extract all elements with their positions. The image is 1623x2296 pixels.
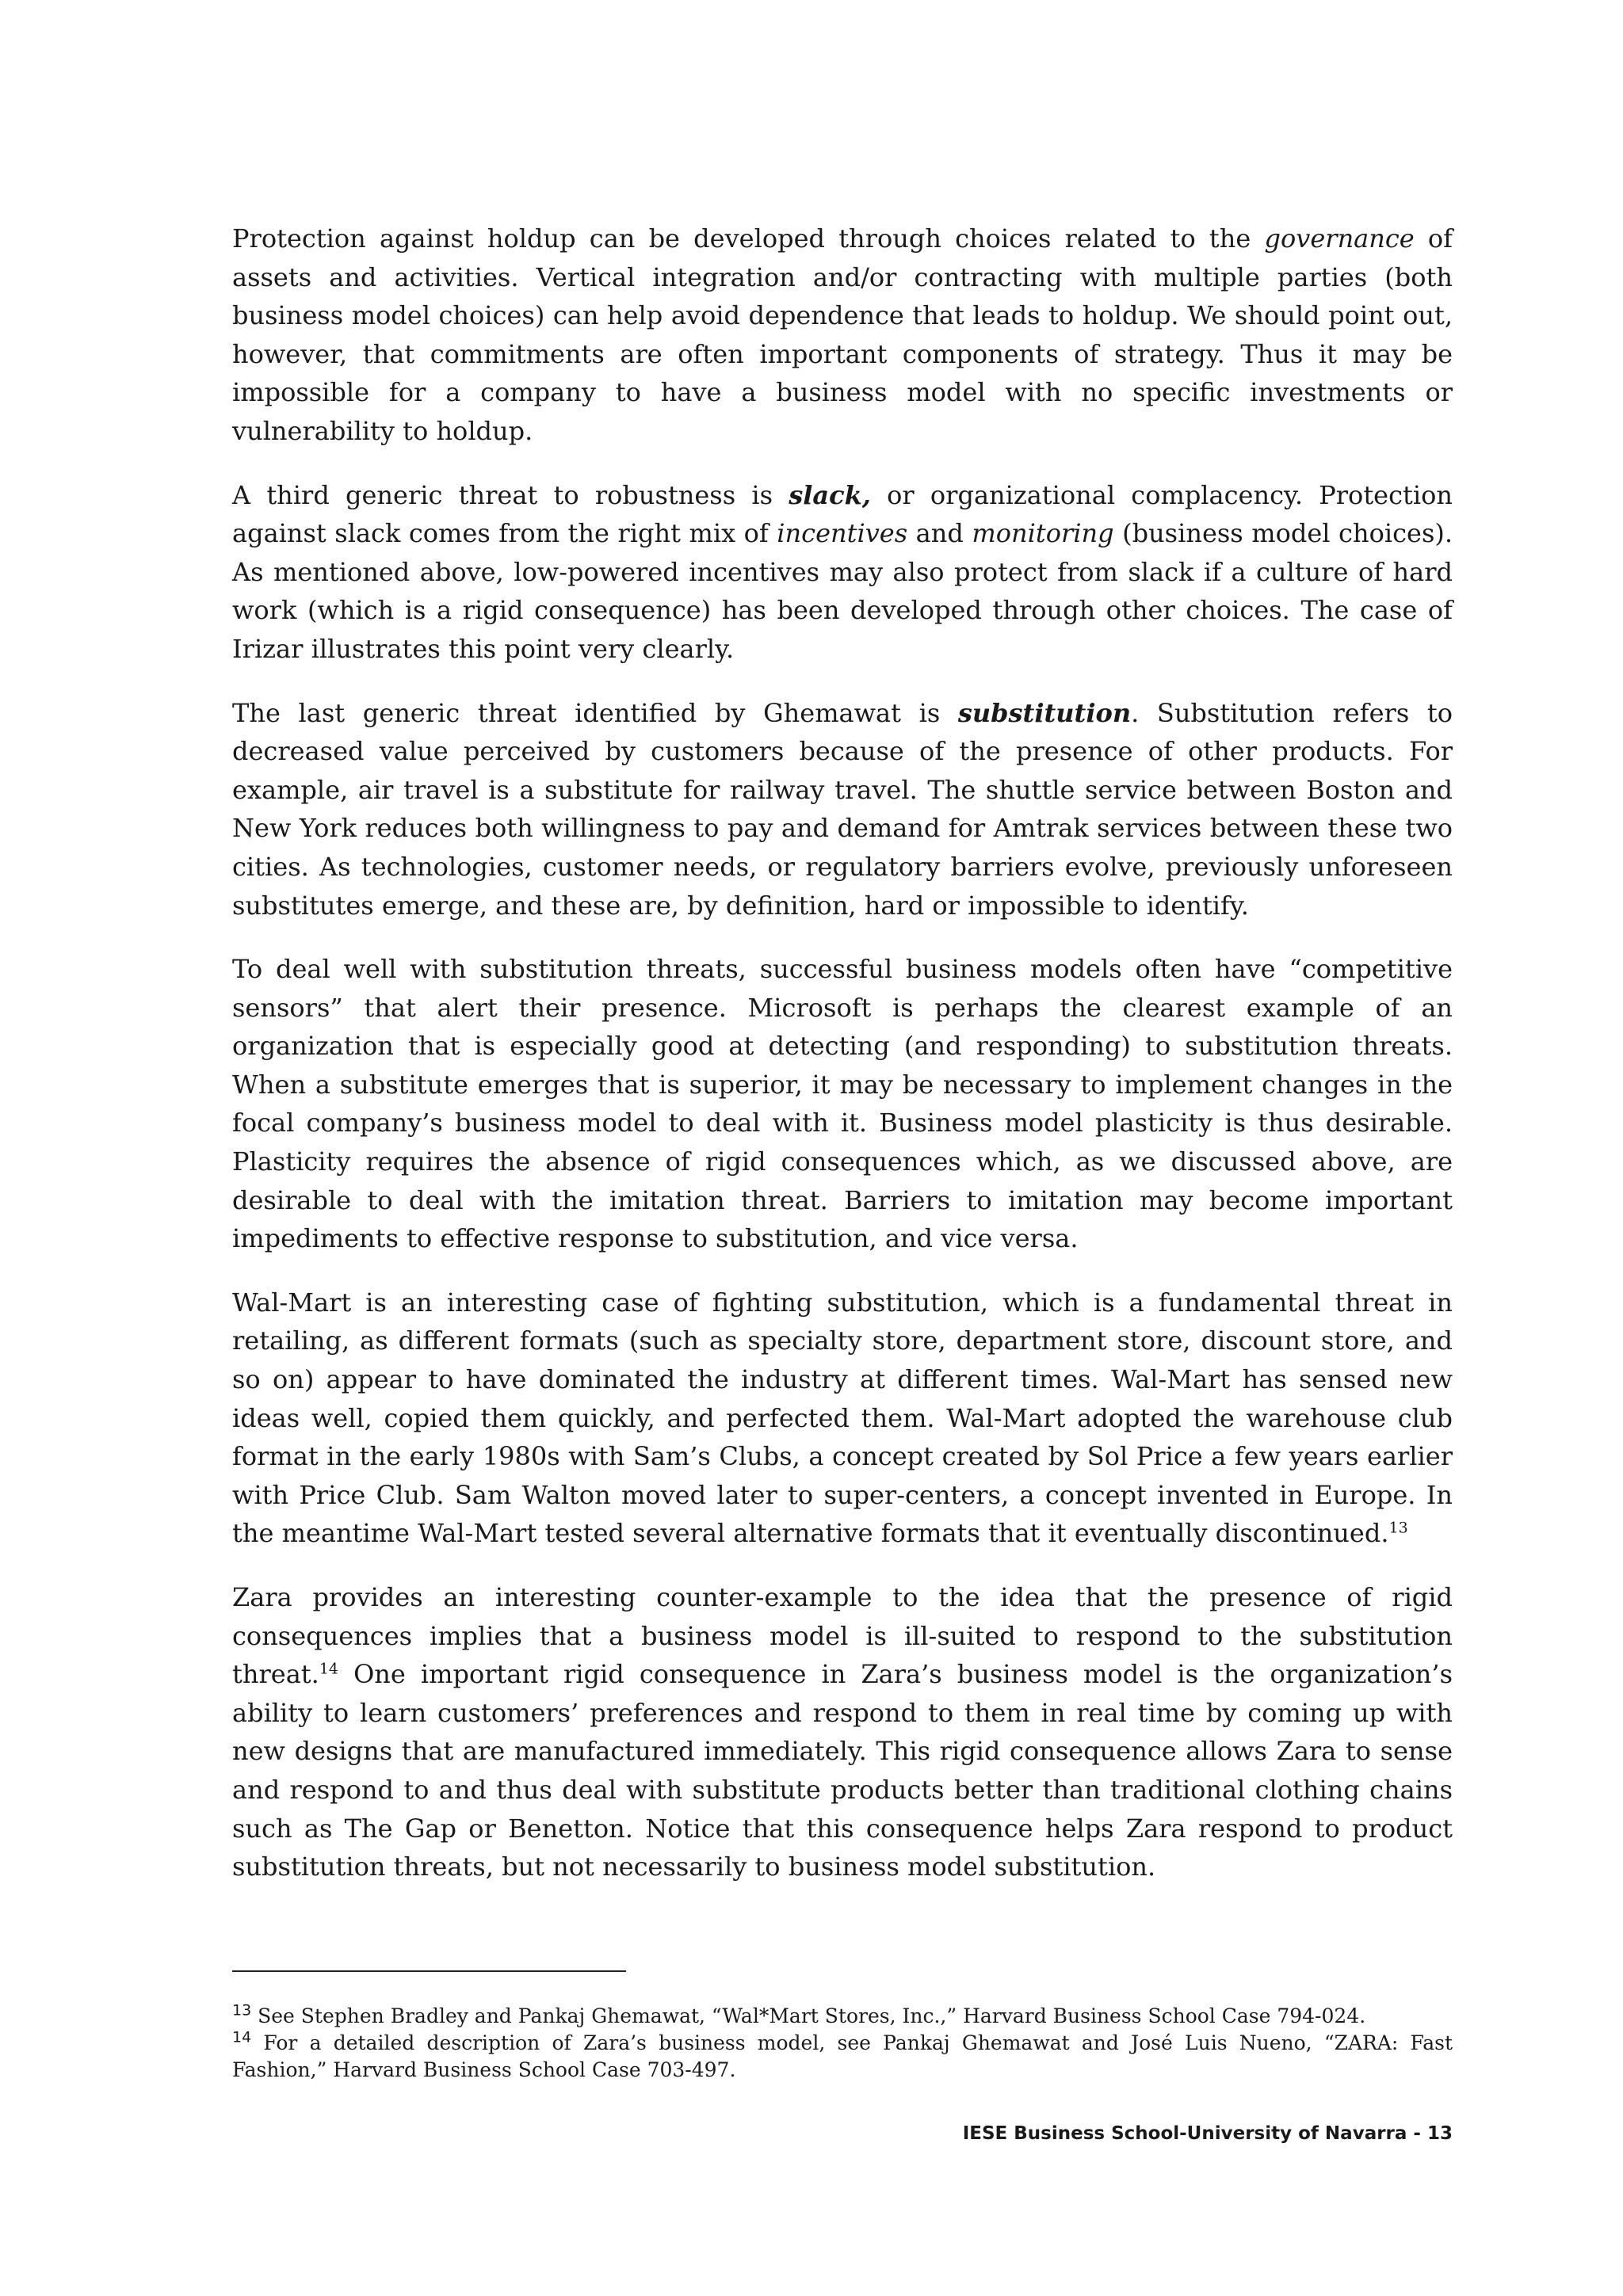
- text-run: or organizational complacency. Protection against slack comes from the right mix of: [232, 479, 1453, 549]
- text-run: of assets and activities. Vertical integration and/or contracting with multiple parties (both business model choices) can help avoid dependence that leads to holdup. We should point out, however, that commitments are often important components of strategy. Thus it may be impossible for a company to have a business model with no specific investments or vulnerability to holdup.: [232, 223, 1453, 446]
- page-footer: IESE Business School-University of Navarra - 13: [962, 2123, 1453, 2144]
- footnote-text: For a detailed description of Zara’s business model, see Pankaj Ghemawat and José Luis Nueno, “ZARA: Fast Fashion,” Harvard Business School Case 703-497.: [232, 2031, 1453, 2081]
- text-run: . Substitution refers to decreased value perceived by customers because of the presence of other products. For example, air travel is a substitute for railway travel. The shuttle service between Boston and New York reduces both willingness to pay and demand for Amtrak services between these two cities. As technologies, customer needs, or regulatory barriers evolve, previously unforeseen substitutes emerge, and these are, by definition, hard or impossible to identify.: [232, 697, 1453, 921]
- footnote: [232, 2003, 1453, 2030]
- text-run: The last generic threat identified by Ghemawat is: [232, 697, 958, 728]
- footnotes: [232, 2003, 1453, 2084]
- footnote: [232, 2030, 1453, 2084]
- body-text: [232, 219, 1453, 1912]
- footnote-reference: 13: [1388, 1519, 1408, 1537]
- footnote-text: See Stephen Bradley and Pankaj Ghemawat, “Wal*Mart Stores, Inc.,” Harvard Business School Case 794-024.: [251, 2004, 1366, 2027]
- text-run: To deal well with substitution threats, successful business models often have “competitive sensors” that alert their presence. Microsoft is perhaps the clearest example of an organization that is especially good at detecting (and responding) to substitution threats. When a substitute emerges that is superior, it may be necessary to implement changes in the focal company’s business model to deal with it. Business model plasticity is thus desirable. Plasticity requires the absence of rigid consequences which, as we discussed above, are desirable to deal with the imitation threat. Barriers to imitation may become important impediments to effective response to substitution, and vice versa.: [232, 954, 1453, 1254]
- emphasis: governance: [1264, 223, 1415, 254]
- text-run: One important rigid consequence in Zara’s business model is the organization’s ability to learn customers’ preferences and respond to them in real time by coming up with new designs that are manufactured immediately. This rigid consequence allows Zara to sense and respond to and thus deal with substitute products better than traditional clothing chains such as The Gap or Benetton. Notice that this consequence helps Zara respond to product substitution threats, but not necessarily to business model substitution.: [232, 1659, 1453, 1882]
- paragraph: [232, 476, 1453, 669]
- paragraph: [232, 950, 1453, 1258]
- footnote-number: 14: [232, 2028, 252, 2046]
- emphasis: monitoring: [972, 518, 1114, 549]
- text-run: and: [907, 518, 972, 549]
- footnote-separator: [232, 1970, 626, 1972]
- text-run: Wal-Mart is an interesting case of fighting substitution, which is a fundamental threat in retailing, as different formats (such as specialty store, department store, discount store, and so on) appear to have dominated the industry at different times. Wal-Mart has sensed new ideas well, copied them quickly, and perfected them. Wal-Mart adopted the warehouse club format in the early 1980s with Sam’s Clubs, a concept created by Sol Price a few years earlier with Price Club. Sam Walton moved later to super-centers, a concept invented in Europe. In the meantime Wal-Mart tested several alternative formats that it eventually discontinued.: [232, 1287, 1453, 1549]
- emphasis: incentives: [777, 518, 908, 549]
- paragraph: [232, 1578, 1453, 1886]
- footnote-reference: 14: [319, 1660, 338, 1678]
- paragraph: [232, 219, 1453, 451]
- paragraph: [232, 694, 1453, 925]
- text-run: Protection against holdup can be developed through choices related to the: [232, 223, 1265, 254]
- strong-emphasis: slack,: [789, 479, 871, 510]
- text-run: (business model choices). As mentioned above, low-powered incentives may also protect from slack if a culture of hard work (which is a rigid consequence) has been developed through other choices. The case of Irizar illustrates this point very clearly.: [232, 518, 1453, 664]
- paragraph: [232, 1283, 1453, 1553]
- text-run: Zara provides an interesting counter-example to the idea that the presence of rigid consequences implies that a business model is ill-suited to respond to the substitution threat.: [232, 1582, 1453, 1690]
- footnote-number: 13: [232, 2001, 252, 2019]
- strong-emphasis: substitution: [957, 697, 1132, 728]
- text-run: A third generic threat to robustness is: [232, 479, 789, 510]
